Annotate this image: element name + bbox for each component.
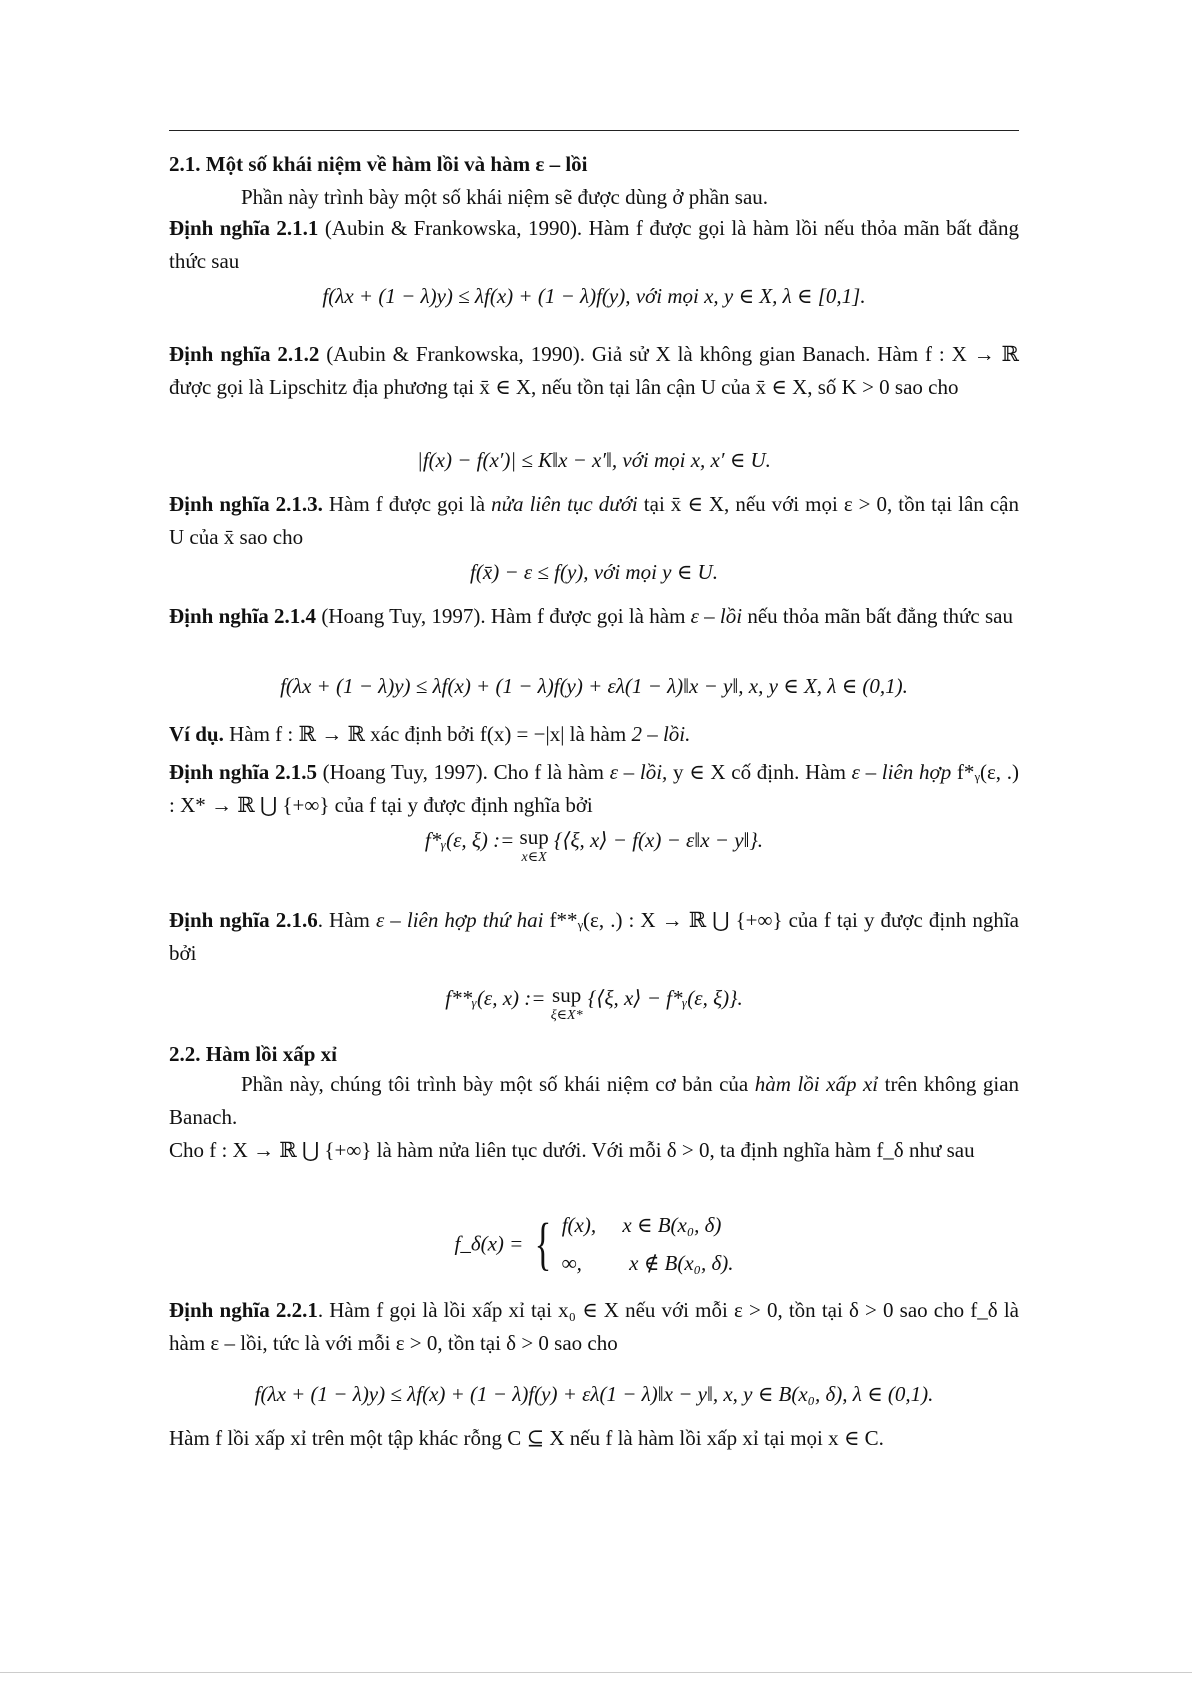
equation-biconjugate: f**ᵧ(ε, x) := sup ξ∈X* {⟨ξ, x⟩ − f*ᵧ(ε, ξ)}.: [445, 983, 743, 1023]
definition-2-1-2: Định nghĩa 2.1.2 (Aubin & Frankowska, 1990). Giả sử X là không gian Banach. Hàm f : X → ℝ được gọi là Lipschitz địa phương tại x̄ ∈ X, nếu tồn tại lân cận U của x̄ ∈ X, số K > 0 sao cho: [169, 342, 1019, 399]
definition-2-1-3: Định nghĩa 2.1.3. Hàm f được gọi là nửa liên tục dưới tại x̄ ∈ X, nếu với mọi ε > 0, tồn tại lân cận U của x̄ sao cho: [169, 492, 1019, 549]
final-statement: Hàm f lồi xấp xỉ trên một tập khác rỗng C ⊆ X nếu f là hàm lồi xấp xỉ tại mọi x ∈ C.: [169, 1426, 884, 1450]
left-brace: {: [534, 1211, 551, 1276]
sup-operator: sup x∈X: [519, 825, 549, 865]
equation-lsc: f(x̄) − ε ≤ f(y), với mọi y ∈ U.: [470, 560, 718, 584]
intro-paragraph: Phần này trình bày một số khái niệm sẽ được dùng ở phần sau.: [241, 185, 769, 209]
section-2-1-heading: 2.1. Một số khái niệm về hàm lồi và hàm ε – lồi: [169, 152, 588, 176]
section-2-2-intro: Phần này, chúng tôi trình bày một số khái niệm cơ bản của hàm lồi xấp xỉ trên không gian Banach.: [169, 1072, 1020, 1129]
equation-convex: f(λx + (1 − λ)y) ≤ λf(x) + (1 − λ)f(y), với mọi x, y ∈ X, λ ∈ [0,1].: [322, 284, 866, 308]
header-rule: [169, 130, 1019, 131]
example: Ví dụ. Hàm f : ℝ → ℝ xác định bởi f(x) = −|x| là hàm 2 – lồi.: [169, 722, 691, 746]
definition-2-1-6: Định nghĩa 2.1.6. Hàm ε – liên hợp thứ hai f**ᵧ(ε, .) : X → ℝ ⋃ {+∞} của f tại y được định nghĩa bởi: [169, 908, 1019, 965]
page-bottom-edge: [0, 1672, 1192, 1673]
definition-2-1-4: Định nghĩa 2.1.4 (Hoang Tuy, 1997). Hàm f được gọi là hàm ε – lồi nếu thỏa mãn bất đẳng thức sau: [169, 604, 1013, 628]
equation-conjugate: f*ᵧ(ε, ξ) := sup x∈X {⟨ξ, x⟩ − f(x) − ε‖x − y‖}.: [424, 825, 764, 865]
sup-operator: sup ξ∈X*: [550, 983, 583, 1023]
f-delta-definition-text: Cho f : X → ℝ ⋃ {+∞} là hàm nửa liên tục dưới. Với mỗi δ > 0, ta định nghĩa hàm f_δ như sau: [169, 1138, 975, 1162]
equation-f-delta: f_δ(x) = { f(x), x ∈ B(x₀, δ) ∞, x ∉ B(x₀, δ).: [454, 1211, 734, 1276]
equation-approx-convex: f(λx + (1 − λ)y) ≤ λf(x) + (1 − λ)f(y) + ελ(1 − λ)‖x − y‖, x, y ∈ B(x₀, δ), λ ∈ (0,1).: [254, 1382, 934, 1406]
section-2-2-heading: 2.2. Hàm lồi xấp xỉ: [169, 1042, 338, 1066]
definition-2-2-1: Định nghĩa 2.2.1. Hàm f gọi là lồi xấp xỉ tại x₀ ∈ X nếu với mỗi ε > 0, tồn tại δ > 0 sao cho f_δ là hàm ε – lồi, tức là với mỗi ε > 0, tồn tại δ > 0 sao cho: [169, 1298, 1019, 1355]
definition-2-1-1: Định nghĩa 2.1.1 (Aubin & Frankowska, 1990). Hàm f được gọi là hàm lồi nếu thỏa mãn bất đẳng thức sau: [169, 216, 1020, 273]
equation-epsilon-convex: f(λx + (1 − λ)y) ≤ λf(x) + (1 − λ)f(y) + ελ(1 − λ)‖x − y‖, x, y ∈ X, λ ∈ (0,1).: [280, 674, 908, 698]
equation-lipschitz: |f(x) − f(x′)| ≤ K‖x − x′‖, với mọi x, x′ ∈ U.: [417, 448, 771, 472]
definition-2-1-5: Định nghĩa 2.1.5 (Hoang Tuy, 1997). Cho f là hàm ε – lồi, y ∈ X cố định. Hàm ε – liên hợp f*ᵧ(ε, .) : X* → ℝ ⋃ {+∞} của f tại y được định nghĩa bởi: [169, 760, 1019, 817]
